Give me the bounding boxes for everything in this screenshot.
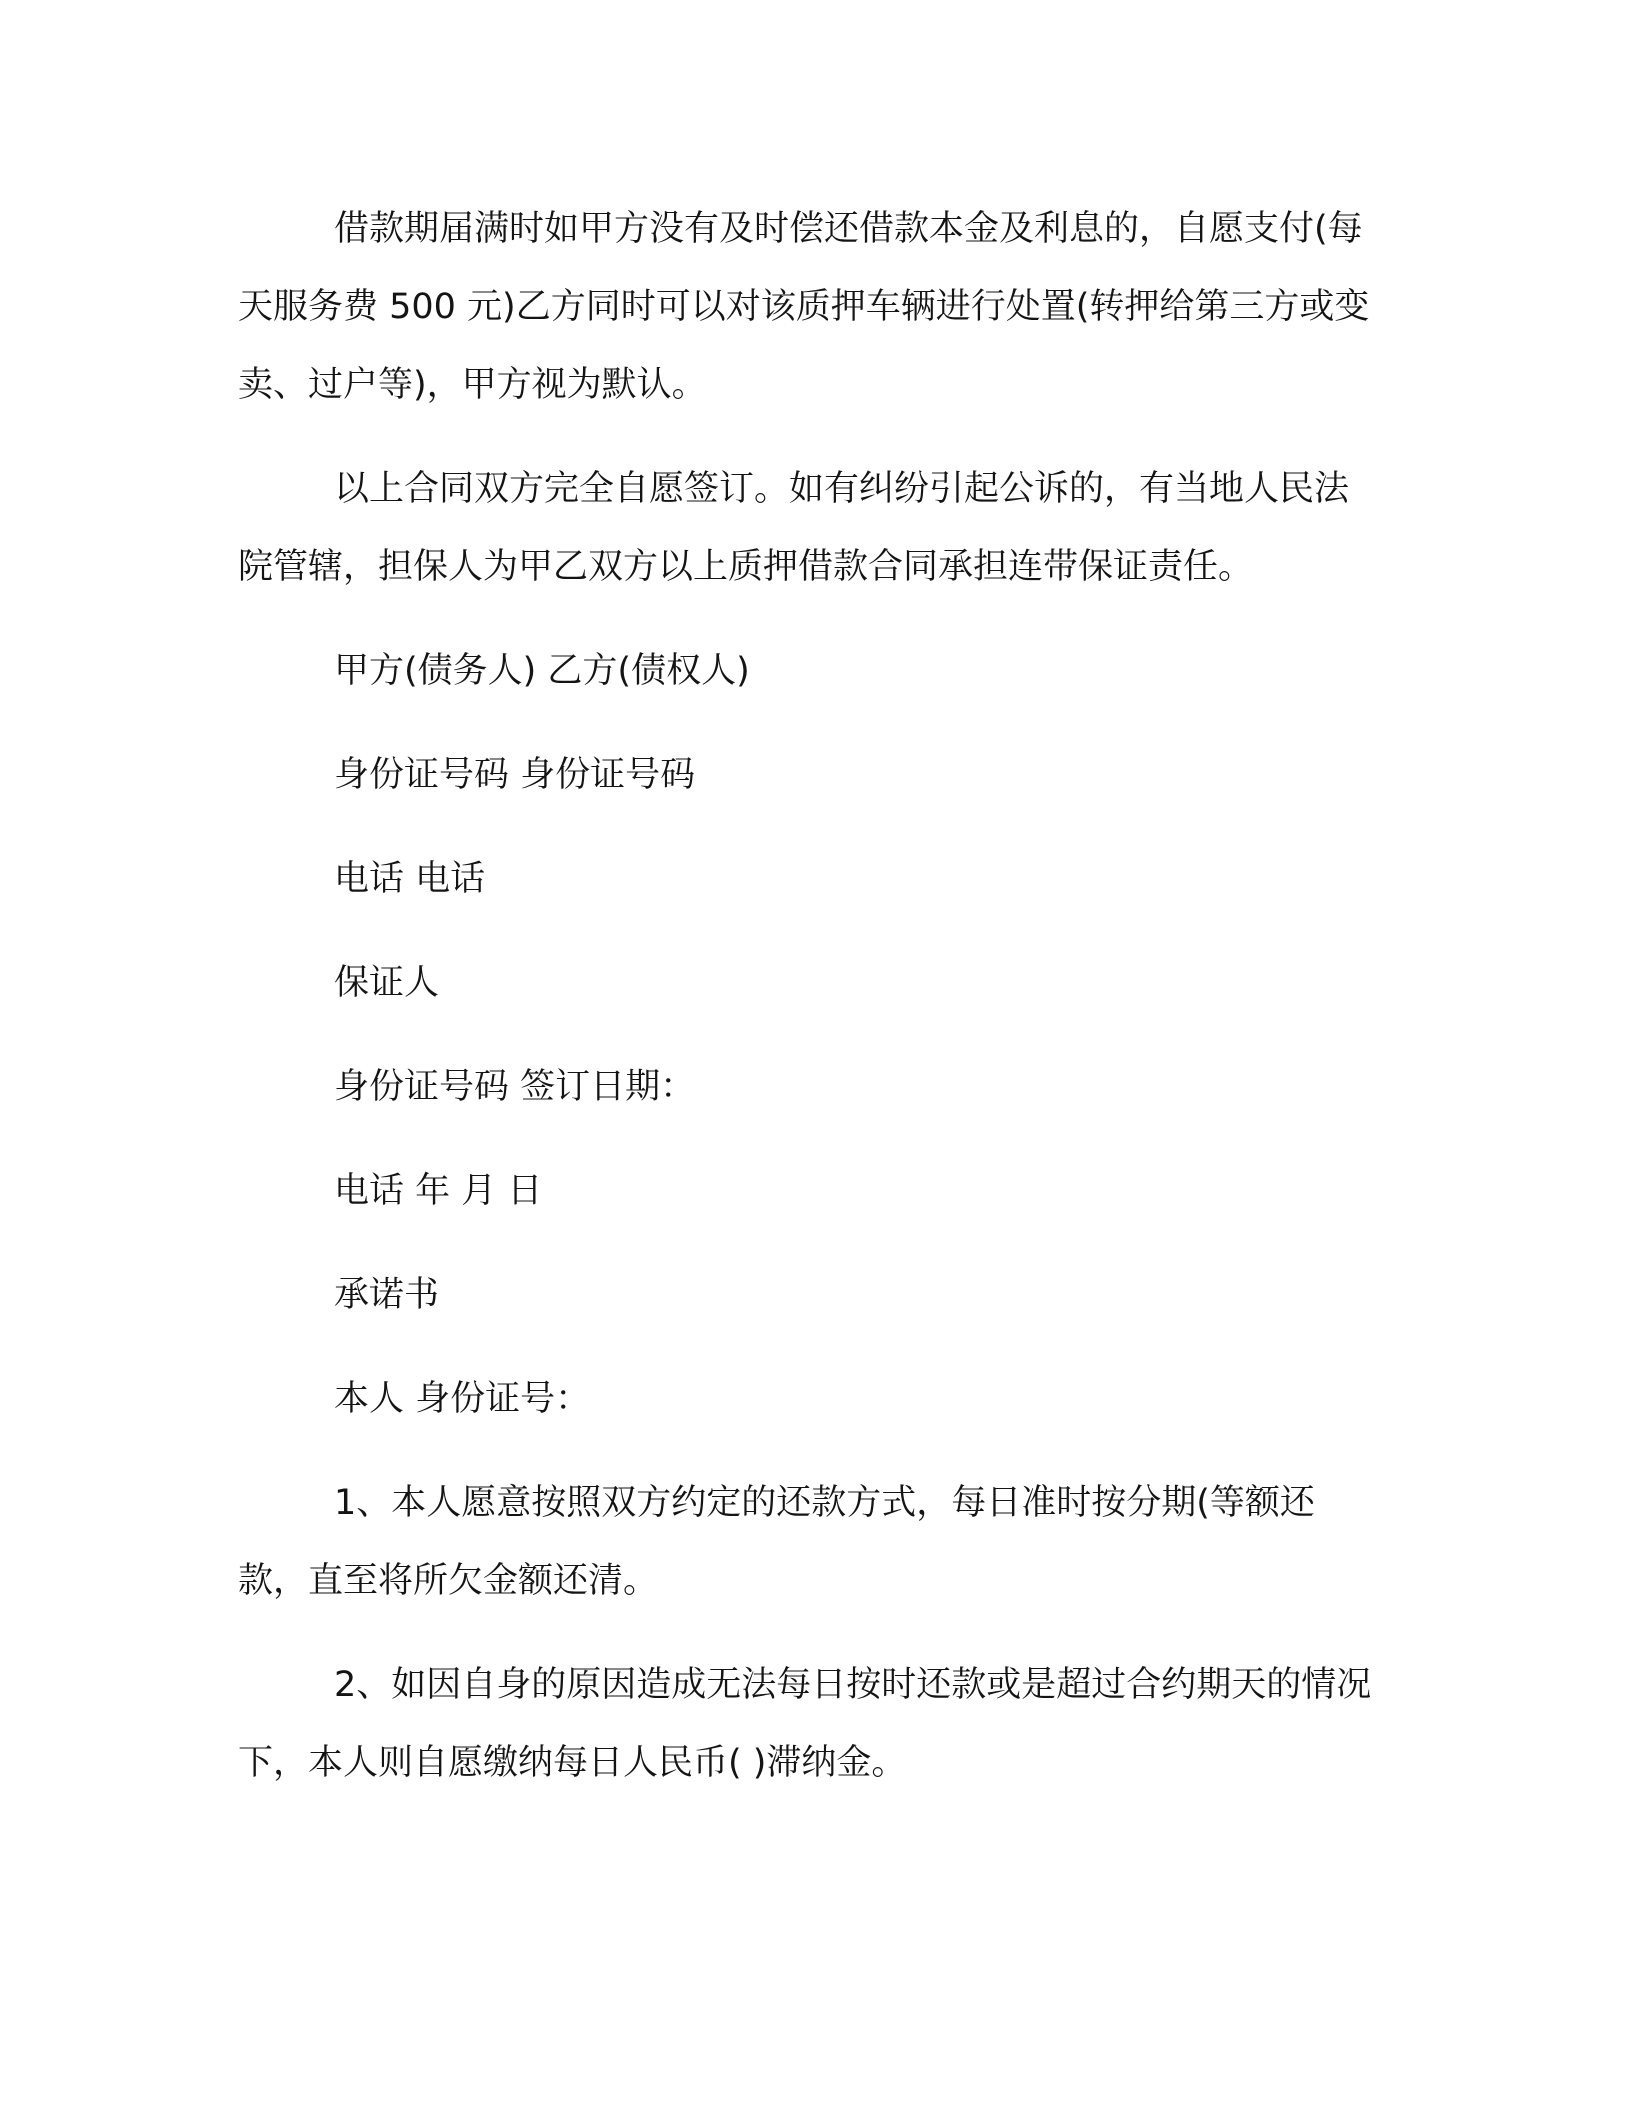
guarantor-phone-date-line: 电话 年 月 日: [334, 1171, 543, 1211]
guarantor-line: 保证人: [334, 963, 440, 1003]
commitment-item-1: 1、本人愿意按照双方约定的还款方式，每日准时按分期(等额还款，直至将所欠金额还清。: [238, 1483, 1315, 1601]
paragraph-overdue-clause: 借款期届满时如甲方没有及时偿还借款本金及利息的，自愿支付(每天服务费 500 元)乙方同时可以对该质押车辆进行处置(转押给第三方或变卖、过户等)，甲方视为默认。: [238, 209, 1370, 405]
phone-line: 电话 电话: [334, 859, 486, 899]
commitment-title: 承诺书: [334, 1275, 440, 1315]
id-number-line: 身份证号码 身份证号码: [334, 755, 696, 795]
paragraph-dispute-clause: 以上合同双方完全自愿签订。如有纠纷引起公诉的，有当地人民法院管辖，担保人为甲乙双方以上质押借款合同承担连带保证责任。: [238, 469, 1350, 587]
party-labels-line: 甲方(债务人) 乙方(债权人): [334, 651, 750, 691]
commitment-identity-line: 本人 身份证号：: [334, 1379, 591, 1419]
guarantor-id-date-line: 身份证号码 签订日期：: [334, 1067, 696, 1107]
commitment-item-2: 2、如因自身的原因造成无法每日按时还款或是超过合约期天的情况下，本人则自愿缴纳每日人民币( )滞纳金。: [238, 1665, 1372, 1783]
document-body: [238, 190, 1374, 1802]
